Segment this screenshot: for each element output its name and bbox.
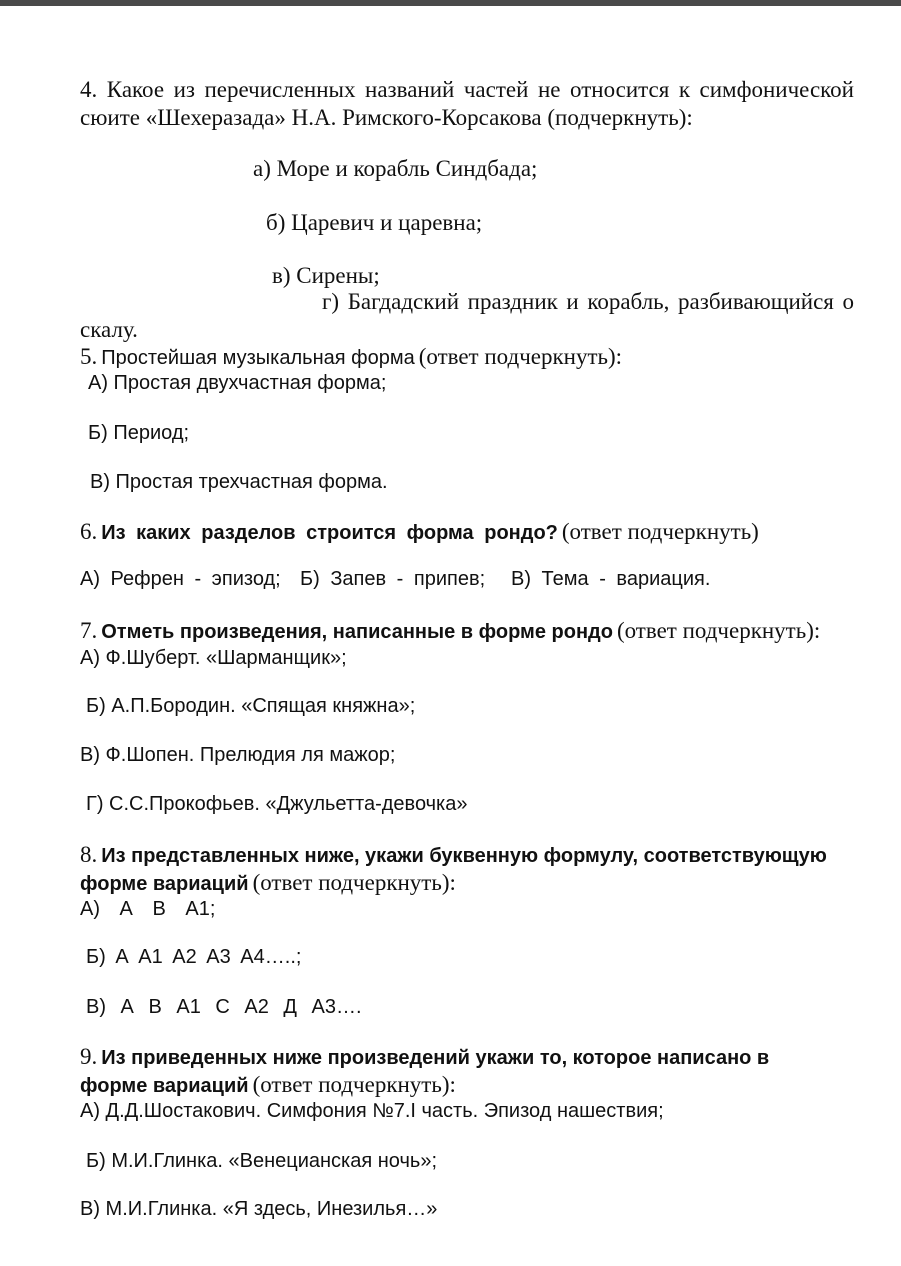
q8-option-a: А) А В А1; bbox=[80, 898, 216, 920]
q6-instruction: (ответ подчеркнуть) bbox=[561, 519, 759, 544]
q9-question-line1 bbox=[80, 1045, 769, 1068]
q7-instruction: (ответ подчеркнуть): bbox=[616, 618, 821, 643]
q8-instruction: (ответ подчеркнуть): bbox=[252, 870, 456, 895]
q7-question bbox=[80, 619, 820, 642]
q8-question-line1 bbox=[80, 843, 827, 866]
window-top-bar bbox=[0, 0, 901, 6]
q9-question-line2 bbox=[80, 1073, 456, 1096]
q8-option-b: Б) А А1 А2 А3 А4…..; bbox=[86, 946, 302, 968]
q5-number: 5. bbox=[80, 344, 98, 369]
q5-question-text: Простейшая музыкальная форма bbox=[101, 347, 415, 369]
q5-option-a: А) Простая двухчастная форма; bbox=[88, 372, 387, 394]
q5-question bbox=[80, 345, 622, 368]
q5-option-b: Б) Период; bbox=[88, 422, 190, 444]
q7-option-v: В) Ф.Шопен. Прелюдия ля мажор; bbox=[80, 744, 396, 766]
q7-option-a: А) Ф.Шуберт. «Шарманщик»; bbox=[80, 647, 347, 669]
q7-number: 7. bbox=[80, 618, 98, 643]
q6-question-text: Из каких разделов строится форма рондо? bbox=[101, 522, 558, 544]
q7-question-text: Отметь произведения, написанные в форме рондо bbox=[101, 621, 613, 643]
q9-instruction: (ответ подчеркнуть): bbox=[252, 1072, 456, 1097]
q7-option-b: Б) А.П.Бородин. «Спящая княжна»; bbox=[86, 695, 416, 717]
q9-question-text: Из приведенных ниже произведений укажи то, которое написано в bbox=[101, 1047, 770, 1069]
q9-number: 9. bbox=[80, 1044, 98, 1069]
q4-option-g: г) Багдадский праздник и корабль, разбивающийся о bbox=[322, 289, 854, 314]
q6-option-v: В) Тема - вариация. bbox=[511, 568, 711, 590]
q8-question-line2 bbox=[80, 871, 456, 894]
q8-question-text-cont: форме вариаций bbox=[80, 873, 249, 895]
q6-number: 6. bbox=[80, 519, 98, 544]
q9-option-a: А) Д.Д.Шостакович. Симфония №7.I часть. Эпизод нашествия; bbox=[80, 1100, 664, 1122]
q8-question-text: Из представленных ниже, укажи буквенную формулу, соответствующую bbox=[101, 845, 827, 867]
q9-option-v: В) М.И.Глинка. «Я здесь, Инезилья…» bbox=[80, 1198, 438, 1220]
q8-number: 8. bbox=[80, 842, 98, 867]
q8-option-v: В) А В А1 С А2 Д А3…. bbox=[86, 996, 362, 1018]
q4-option-v: в) Сирены; bbox=[272, 263, 380, 288]
q4-text-line1: 4. Какое из перечисленных названий частей не относится к симфонической bbox=[80, 77, 854, 102]
q4-text-line2: сюите «Шехеразада» Н.А. Римского-Корсакова (подчеркнуть): bbox=[80, 105, 693, 130]
q6-question bbox=[80, 520, 759, 543]
q4-option-g-cont: скалу. bbox=[80, 317, 138, 342]
q5-option-v: В) Простая трехчастная форма. bbox=[90, 471, 388, 493]
q9-question-text-cont: форме вариаций bbox=[80, 1075, 249, 1097]
q7-option-g: Г) С.С.Прокофьев. «Джульетта-девочка» bbox=[86, 793, 468, 815]
q4-option-b: б) Царевич и царевна; bbox=[266, 210, 483, 235]
q6-option-b: Б) Запев - припев; bbox=[300, 568, 486, 590]
q9-option-b: Б) М.И.Глинка. «Венецианская ночь»; bbox=[86, 1150, 438, 1172]
q5-instruction: (ответ подчеркнуть): bbox=[418, 344, 623, 369]
q4-option-a: а) Море и корабль Синдбада; bbox=[253, 156, 538, 181]
q6-option-a: А) Рефрен - эпизод; bbox=[80, 568, 281, 590]
